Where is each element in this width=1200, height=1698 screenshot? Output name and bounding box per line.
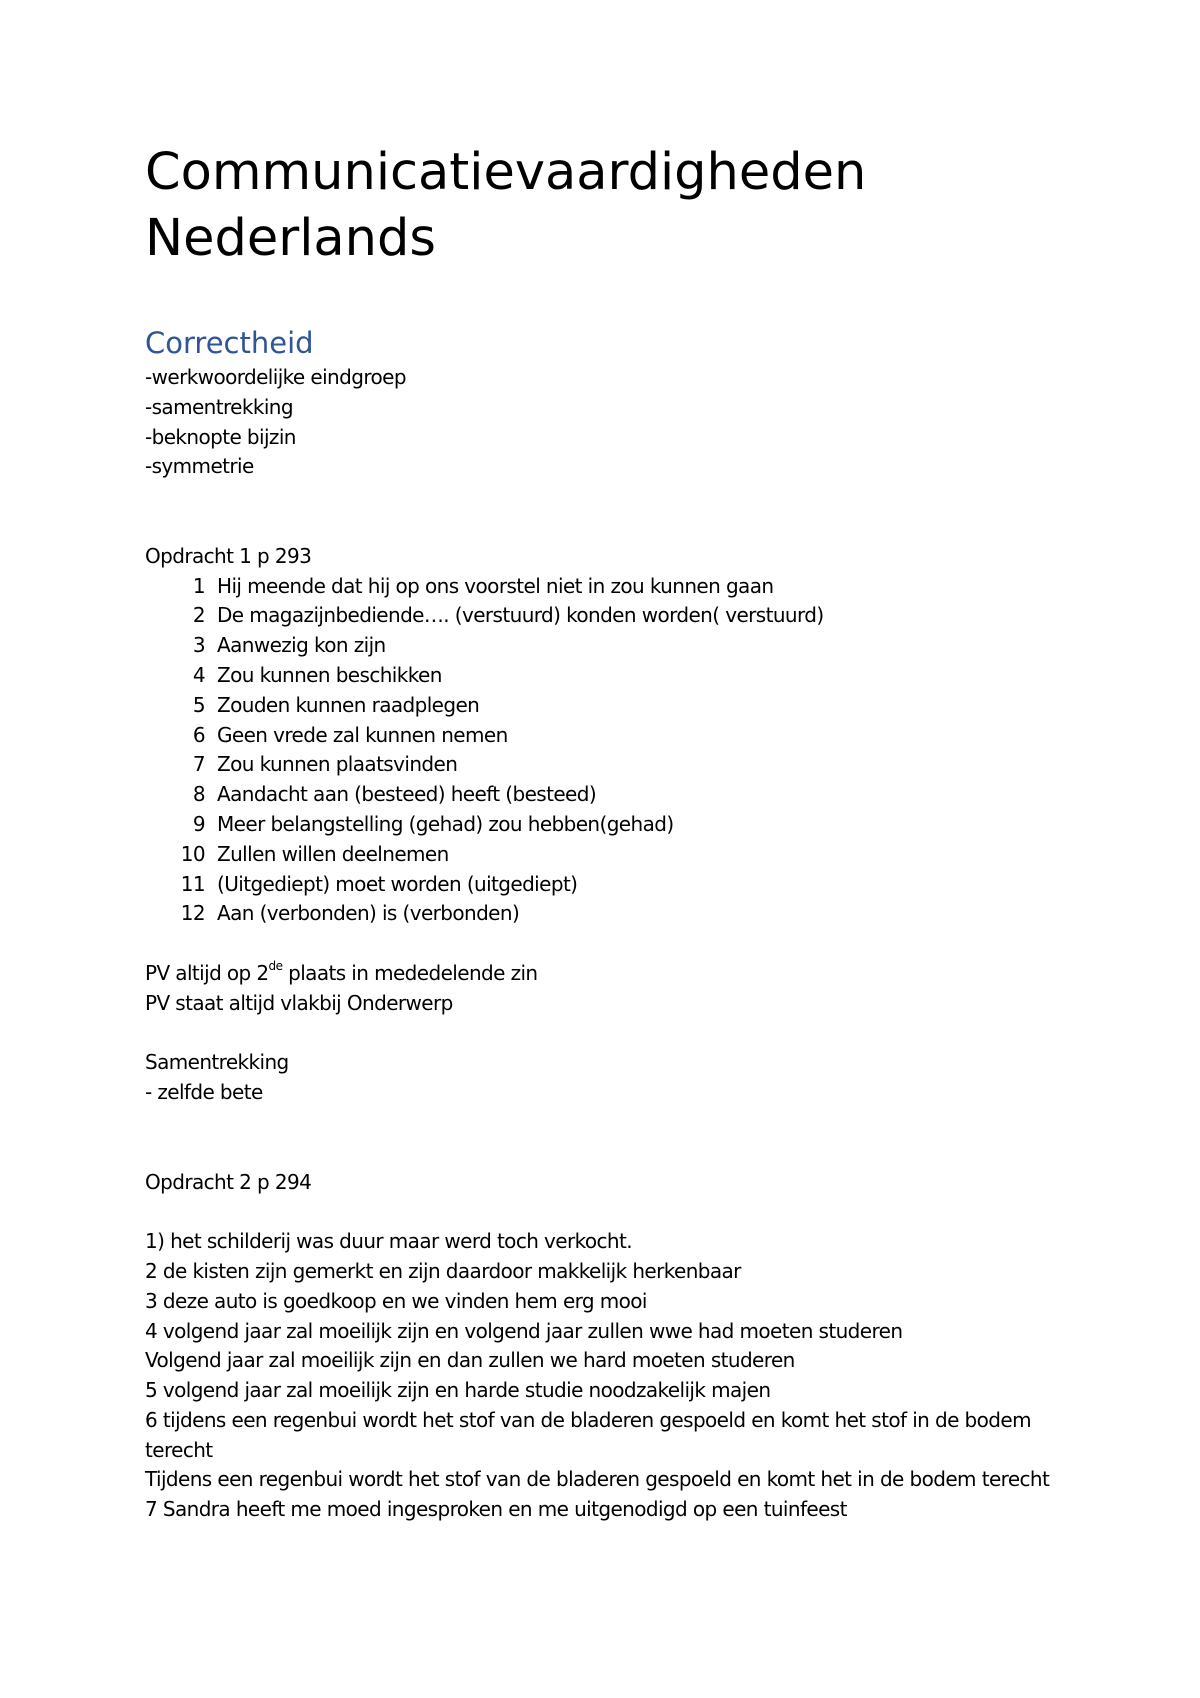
list-item: 1 Hij meende dat hij op ons voorstel niet in zou kunnen gaan [192, 573, 774, 598]
answer-line: Volgend jaar zal moeilijk zijn en dan zullen we hard moeten studeren [145, 1348, 795, 1373]
section-heading: Correctheid [145, 326, 314, 360]
list-item: 7 Zou kunnen plaatsvinden [192, 752, 458, 777]
opdracht2-lines [145, 1227, 1055, 1525]
pv-note [145, 959, 1055, 1019]
title-line-1: Communicatievaardigheden [145, 143, 867, 202]
list-item: 6 Geen vrede zal kunnen nemen [192, 722, 508, 747]
list-item: 4 Zou kunnen beschikken [192, 662, 442, 687]
answer-line: 5 volgend jaar zal moeilijk zijn en harde studie noodzakelijk majen [145, 1378, 771, 1403]
answer-line: 3 deze auto is goedkoop en we vinden hem erg mooi [145, 1288, 647, 1313]
document-title [145, 140, 1055, 272]
samentrekking-title: Samentrekking [145, 1050, 289, 1075]
list-item: 5 Zouden kunnen raadplegen [192, 692, 480, 717]
title-line-2: Nederlands [145, 209, 436, 268]
topic-item: -symmetrie [145, 454, 254, 479]
list-item: 12 Aan (verbonden) is (verbonden) [180, 901, 520, 926]
answer-line: 6 tijdens een regenbui wordt het stof van de bladeren gespoeld en komt het stof in de bodem terecht [145, 1407, 1031, 1462]
topic-list [145, 363, 1055, 482]
samentrekking-line: - zelfde bete [145, 1080, 263, 1105]
answer-line: Tijdens een regenbui wordt het stof van de bladeren gespoeld en komt het in de bodem terecht [145, 1467, 1050, 1492]
answer-line: 7 Sandra heeft me moed ingesproken en me uitgenodigd op een tuinfeest [145, 1497, 847, 1522]
samentrekking-note [145, 1048, 1055, 1108]
opdracht1-list [145, 572, 1055, 930]
list-item: 10 Zullen willen deelnemen [180, 841, 449, 866]
topic-item: -beknopte bijzin [145, 424, 296, 449]
answer-line: 1) het schilderij was duur maar werd toch verkocht. [145, 1229, 632, 1254]
topic-item: -samentrekking [145, 394, 293, 419]
list-item: 3 Aanwezig kon zijn [192, 633, 386, 658]
list-item: 8 Aandacht aan (besteed) heeft (besteed) [192, 782, 597, 807]
answer-line: 4 volgend jaar zal moeilijk zijn en volgend jaar zullen wwe had moeten studeren [145, 1318, 903, 1343]
pv-line-1: PV altijd op 2de plaats in mededelende zin [145, 959, 538, 985]
pv-line-2: PV staat altijd vlakbij Onderwerp [145, 990, 453, 1015]
topic-item: -werkwoordelijke eindgroep [145, 365, 406, 389]
opdracht2-title: Opdracht 2 p 294 [145, 1169, 312, 1194]
document-page [145, 140, 1055, 1525]
opdracht1-title: Opdracht 1 p 293 [145, 543, 312, 568]
list-item: 9 Meer belangstelling (gehad) zou hebben(gehad) [192, 811, 674, 836]
list-item: 2 De magazijnbediende…. (verstuurd) konden worden( verstuurd) [192, 603, 824, 628]
list-item: 11 (Uitgediept) moet worden (uitgediept) [180, 871, 578, 896]
answer-line: 2 de kisten zijn gemerkt en zijn daardoor makkelijk herkenbaar [145, 1258, 741, 1283]
